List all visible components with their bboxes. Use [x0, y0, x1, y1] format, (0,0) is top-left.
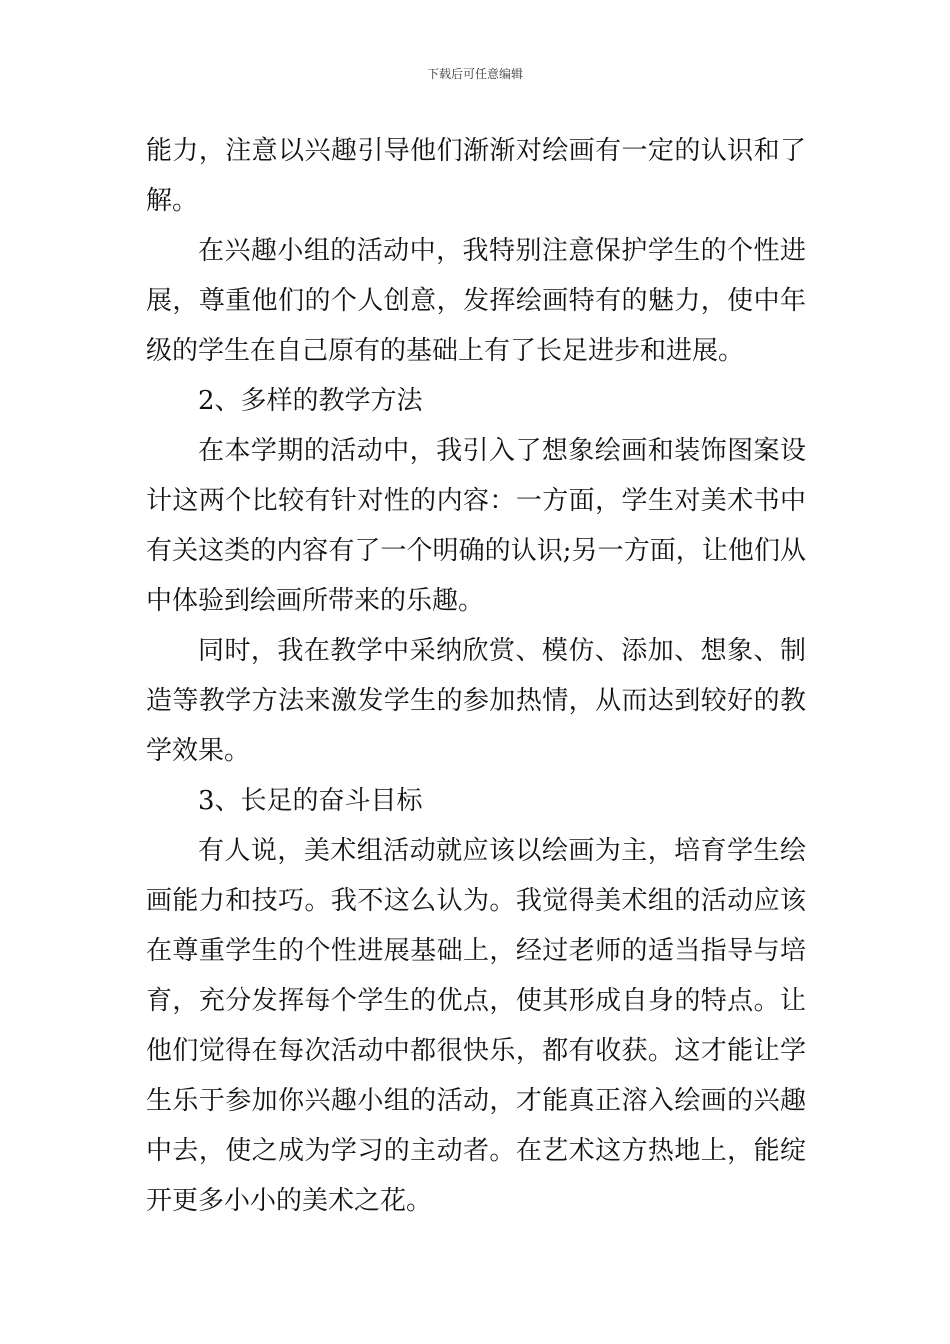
- text-line: 级的学生在自己原有的基础上有了长足进步和进展。: [146, 336, 745, 366]
- text-line: 解。: [146, 186, 199, 216]
- paragraph: [146, 826, 806, 1226]
- text-line: 能力，注意以兴趣引导他们渐渐对绘画有一定的认识和了: [146, 136, 806, 166]
- text-line: 画能力和技巧。我不这么认为。我觉得美术组的活动应该: [146, 886, 806, 916]
- page-header: 下载后可任意编辑: [426, 67, 523, 81]
- text-line: 生乐于参加你兴趣小组的活动，才能真正溶入绘画的兴趣: [146, 1086, 806, 1116]
- text-line: 在本学期的活动中，我引入了想象绘画和装饰图案设: [198, 436, 806, 466]
- section-heading: [146, 776, 806, 826]
- text-line: 开更多小小的美术之花。: [146, 1186, 433, 1216]
- text-line: 计这两个比较有针对性的内容：一方面，学生对美术书中: [146, 486, 806, 516]
- text-line: 2、多样的教学方法: [198, 386, 423, 416]
- text-line: 育，充分发挥每个学生的优点，使其形成自身的特点。让: [146, 986, 806, 1016]
- text-line: 他们觉得在每次活动中都很快乐，都有收获。这才能让学: [146, 1036, 806, 1066]
- text-line: 展，尊重他们的个人创意，发挥绘画特有的魅力，使中年: [146, 286, 806, 316]
- text-line: 有关这类的内容有了一个明确的认识;另一方面，让他们从: [146, 536, 806, 566]
- text-line: 中体验到绘画所带来的乐趣。: [146, 586, 485, 616]
- paragraph: [146, 226, 806, 376]
- paragraph: [146, 126, 806, 226]
- paragraph: [146, 426, 806, 626]
- text-line: 在兴趣小组的活动中，我特别注意保护学生的个性进: [198, 236, 806, 266]
- section-heading: [146, 376, 806, 426]
- document-body: [146, 126, 806, 1226]
- text-line: 学效果。: [146, 736, 251, 766]
- text-line: 3、长足的奋斗目标: [198, 786, 423, 816]
- text-line: 有人说，美术组活动就应该以绘画为主，培育学生绘: [198, 836, 806, 866]
- text-line: 同时，我在教学中采纳欣赏、模仿、添加、想象、制: [198, 636, 806, 666]
- text-line: 在尊重学生的个性进展基础上，经过老师的适当指导与培: [146, 936, 806, 966]
- text-line: 中去，使之成为学习的主动者。在艺术这方热地上，能绽: [146, 1136, 806, 1166]
- paragraph: [146, 626, 806, 776]
- text-line: 造等教学方法来激发学生的参加热情，从而达到较好的教: [146, 686, 806, 716]
